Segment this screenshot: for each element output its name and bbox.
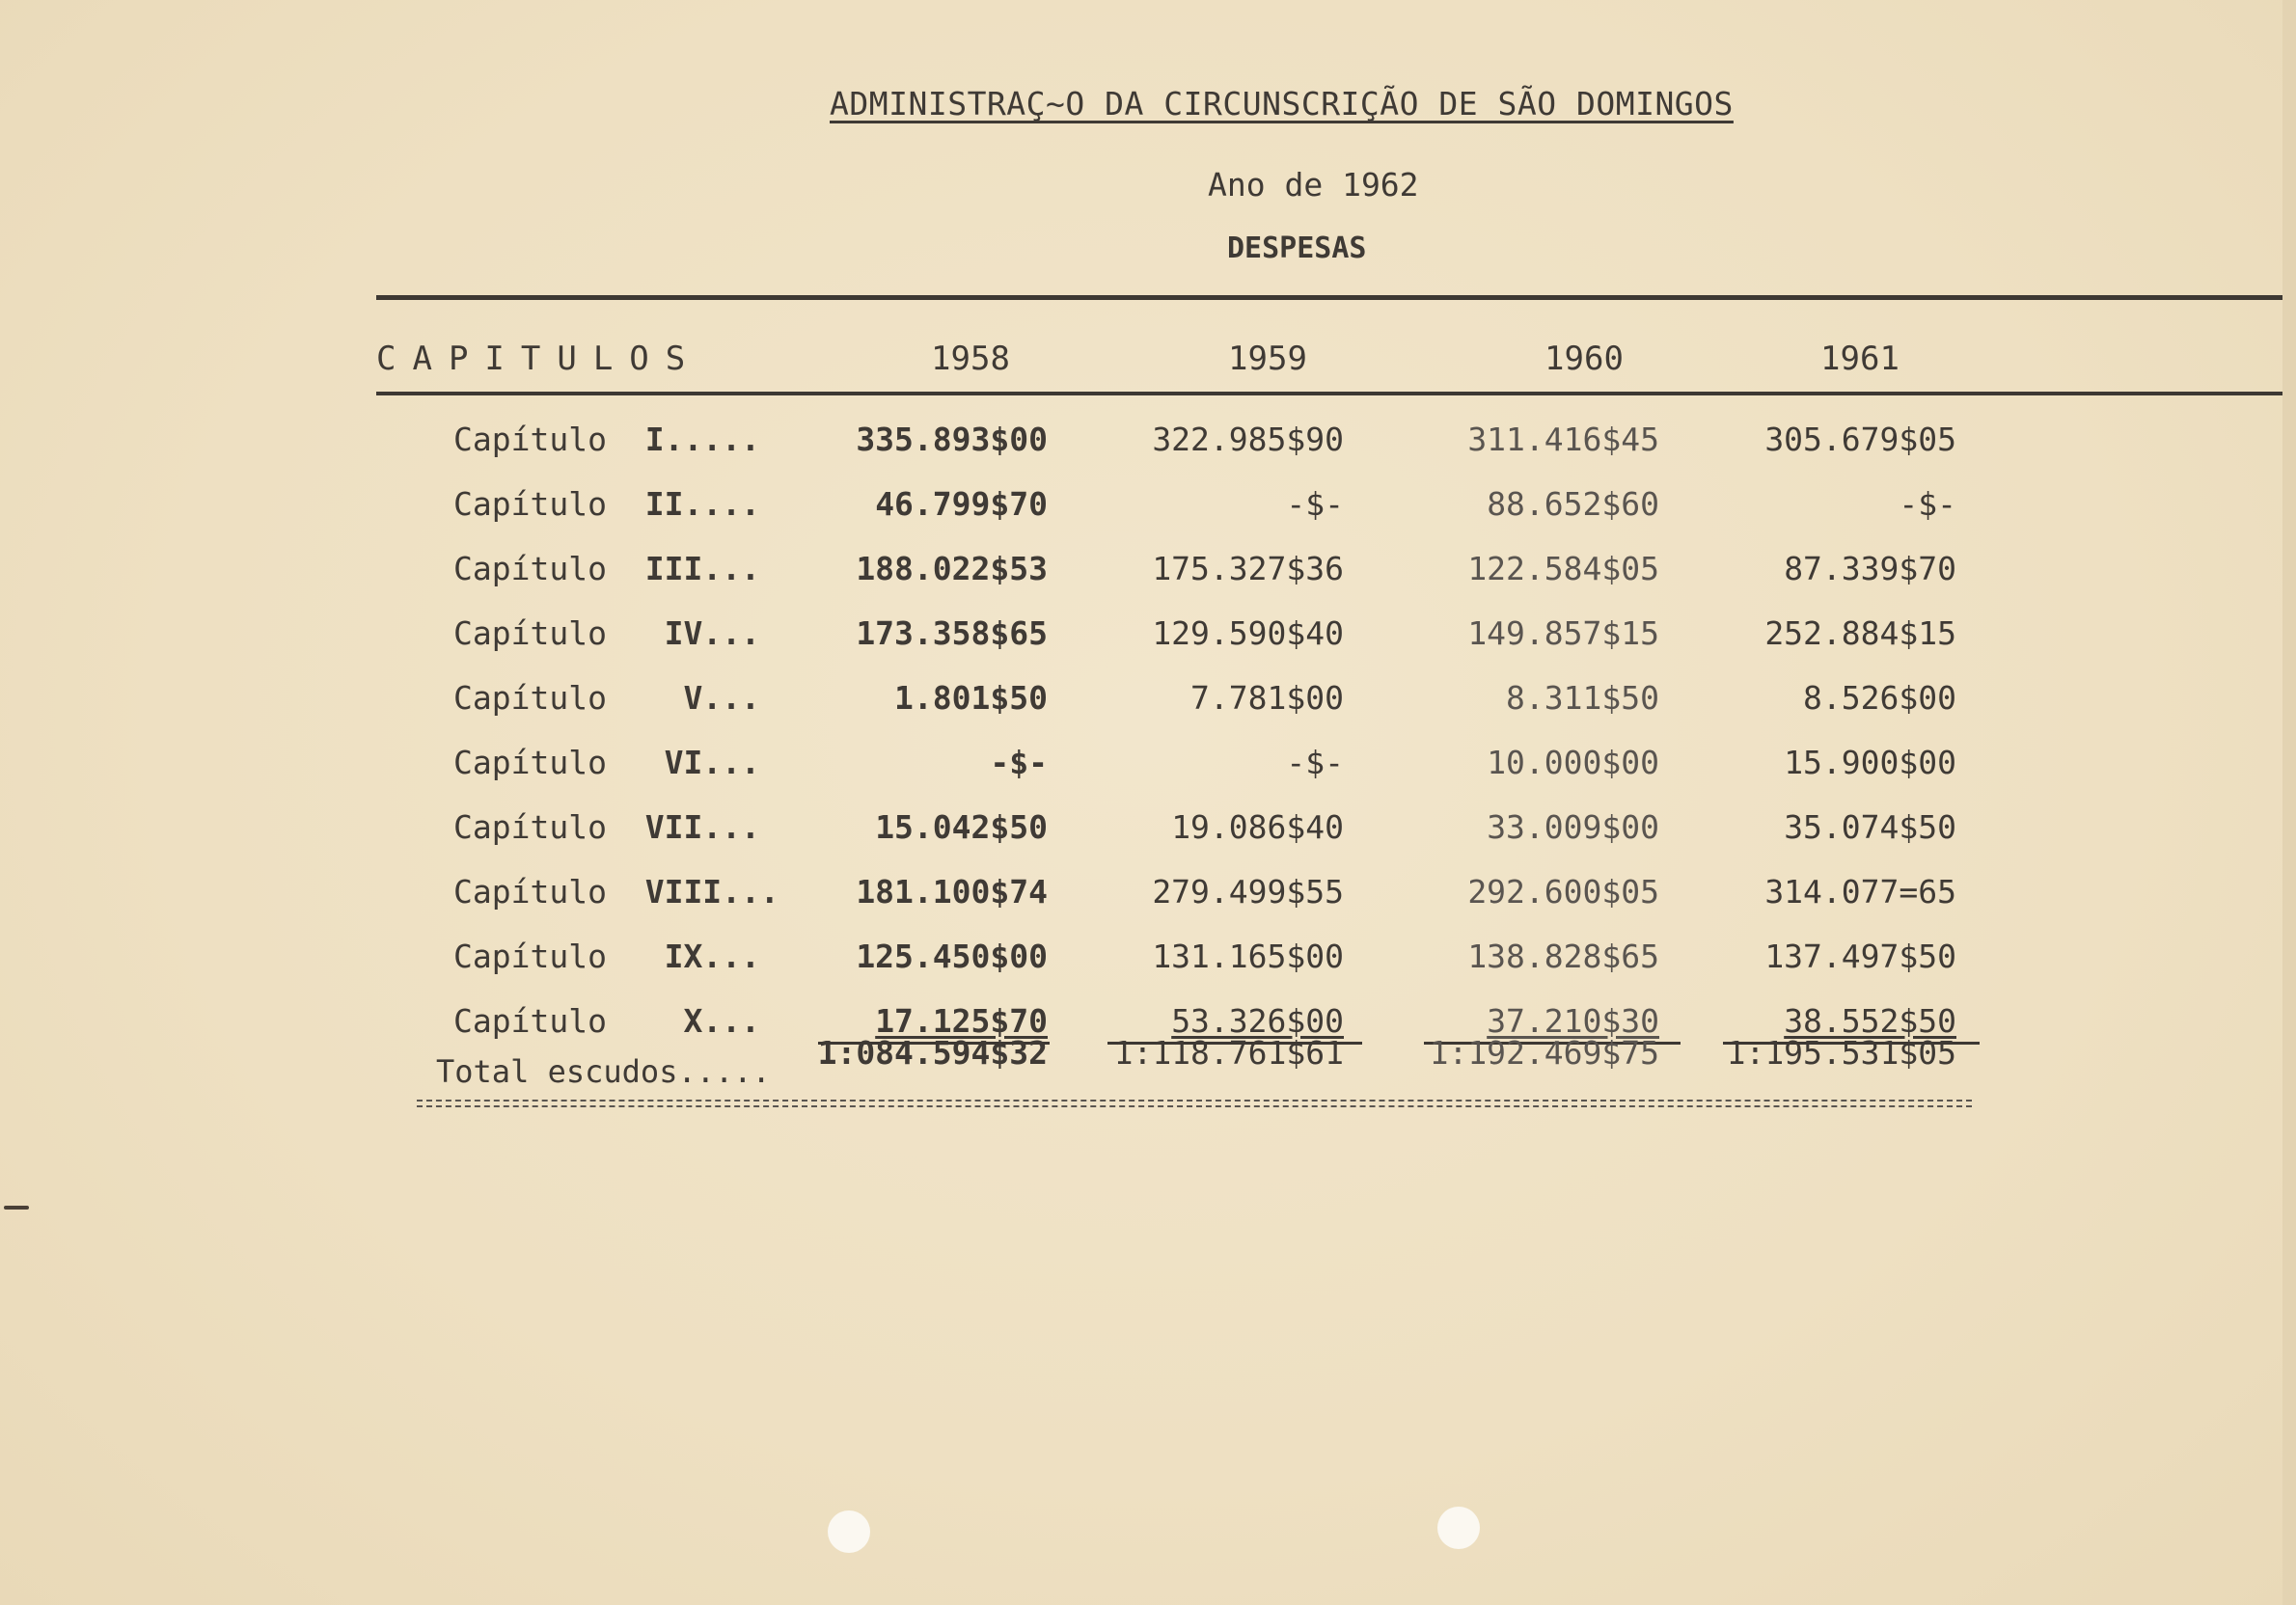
table-cell: 46.799$70 (875, 485, 1048, 523)
row-label-number: VII... (644, 808, 760, 846)
paper-edge (2282, 0, 2296, 1605)
table-cell: 305.679$05 (1764, 421, 1956, 458)
row-label (453, 808, 760, 846)
table-cell: 188.022$53 (856, 550, 1048, 587)
ink-mark (4, 1206, 29, 1210)
table-cell: 279.499$55 (1152, 873, 1344, 911)
row-label (453, 614, 760, 652)
row-label-text: Capítulo (453, 550, 607, 587)
table-cell: -$- (1286, 744, 1344, 781)
row-label-number: II.... (644, 485, 760, 523)
row-label (453, 744, 760, 781)
table-cell: 181.100$74 (856, 873, 1048, 911)
row-label-number: III... (644, 550, 760, 587)
table-cell: 173.358$65 (856, 614, 1048, 652)
closing-double-rule (417, 1100, 1972, 1107)
row-label-number: X... (644, 1002, 760, 1040)
table-cell: 37.210$30 (1487, 1002, 1659, 1040)
row-label-number: VI... (644, 744, 760, 781)
table-cell: 53.326$00 (1171, 1002, 1344, 1040)
table-cell: 149.857$15 (1467, 614, 1659, 652)
total-1960: 1:192.469$75 (1429, 1034, 1659, 1072)
document-section: DESPESAS (1227, 231, 1367, 265)
table-cell: 125.450$00 (856, 938, 1048, 975)
table-cell: 10.000$00 (1487, 744, 1659, 781)
table-cell: 19.086$40 (1171, 808, 1344, 846)
table-cell: 138.828$65 (1467, 938, 1659, 975)
table-header-rule (376, 392, 2282, 395)
row-label-number: I..... (644, 421, 760, 458)
row-label (453, 873, 779, 911)
document-year: Ano de 1962 (1208, 166, 1419, 204)
total-label: Total escudos..... (436, 1053, 771, 1090)
table-cell: 131.165$00 (1152, 938, 1344, 975)
table-cell: 15.042$50 (875, 808, 1048, 846)
total-1958: 1:084.594$32 (817, 1034, 1048, 1072)
row-label-text: Capítulo (453, 873, 607, 911)
row-label-number: IV... (644, 614, 760, 652)
table-top-rule (376, 295, 2282, 300)
row-label-text: Capítulo (453, 421, 607, 458)
row-label-text: Capítulo (453, 1002, 607, 1040)
row-label-text: Capítulo (453, 938, 607, 975)
total-1959: 1:118.761$61 (1113, 1034, 1344, 1072)
table-cell: 8.526$00 (1803, 679, 1956, 717)
row-label-text: Capítulo (453, 679, 607, 717)
table-cell: 322.985$90 (1152, 421, 1344, 458)
table-cell: 129.590$40 (1152, 614, 1344, 652)
table-cell: 33.009$00 (1487, 808, 1659, 846)
table-cell: 38.552$50 (1784, 1002, 1956, 1040)
table-cell: -$- (1899, 485, 1956, 523)
row-label-text: Capítulo (453, 614, 607, 652)
row-label (453, 550, 760, 587)
row-label (453, 485, 760, 523)
row-label (453, 421, 760, 458)
table-cell: 252.884$15 (1764, 614, 1956, 652)
table-cell: 7.781$00 (1190, 679, 1344, 717)
table-cell: 175.327$36 (1152, 550, 1344, 587)
row-label (453, 1002, 760, 1040)
table-cell: 122.584$05 (1467, 550, 1659, 587)
column-header-year: 1961 (1820, 340, 1900, 378)
table-cell: 137.497$50 (1764, 938, 1956, 975)
table-cell: 292.600$05 (1467, 873, 1659, 911)
row-label-text: Capítulo (453, 808, 607, 846)
table-cell: 35.074$50 (1784, 808, 1956, 846)
table-cell: 15.900$00 (1784, 744, 1956, 781)
column-header-year: 1959 (1228, 340, 1307, 378)
row-label-number: V... (644, 679, 760, 717)
row-label-number: VIII... (644, 873, 779, 911)
punch-hole-left (828, 1510, 870, 1553)
table-cell: -$- (990, 744, 1048, 781)
table-cell: 17.125$70 (875, 1002, 1048, 1040)
column-header-year: 1958 (931, 340, 1010, 378)
document-title: ADMINISTRAÇ~O DA CIRCUNSCRIÇÃO DE SÃO DOMINGOS (830, 85, 1734, 122)
table-cell: -$- (1286, 485, 1344, 523)
row-label-text: Capítulo (453, 744, 607, 781)
column-header-year: 1960 (1544, 340, 1624, 378)
punch-hole-right (1437, 1507, 1480, 1549)
row-label-text: Capítulo (453, 485, 607, 523)
table-cell: 1.801$50 (894, 679, 1048, 717)
row-label-number: IX... (644, 938, 760, 975)
total-1961: 1:195.531$05 (1726, 1034, 1956, 1072)
table-cell: 87.339$70 (1784, 550, 1956, 587)
table-cell: 8.311$50 (1506, 679, 1659, 717)
column-header-capitulos: CAPITULOS (376, 340, 702, 378)
table-cell: 335.893$00 (856, 421, 1048, 458)
table-cell: 88.652$60 (1487, 485, 1659, 523)
table-cell: 314.077=65 (1764, 873, 1956, 911)
row-label (453, 679, 760, 717)
row-label (453, 938, 760, 975)
table-cell: 311.416$45 (1467, 421, 1659, 458)
